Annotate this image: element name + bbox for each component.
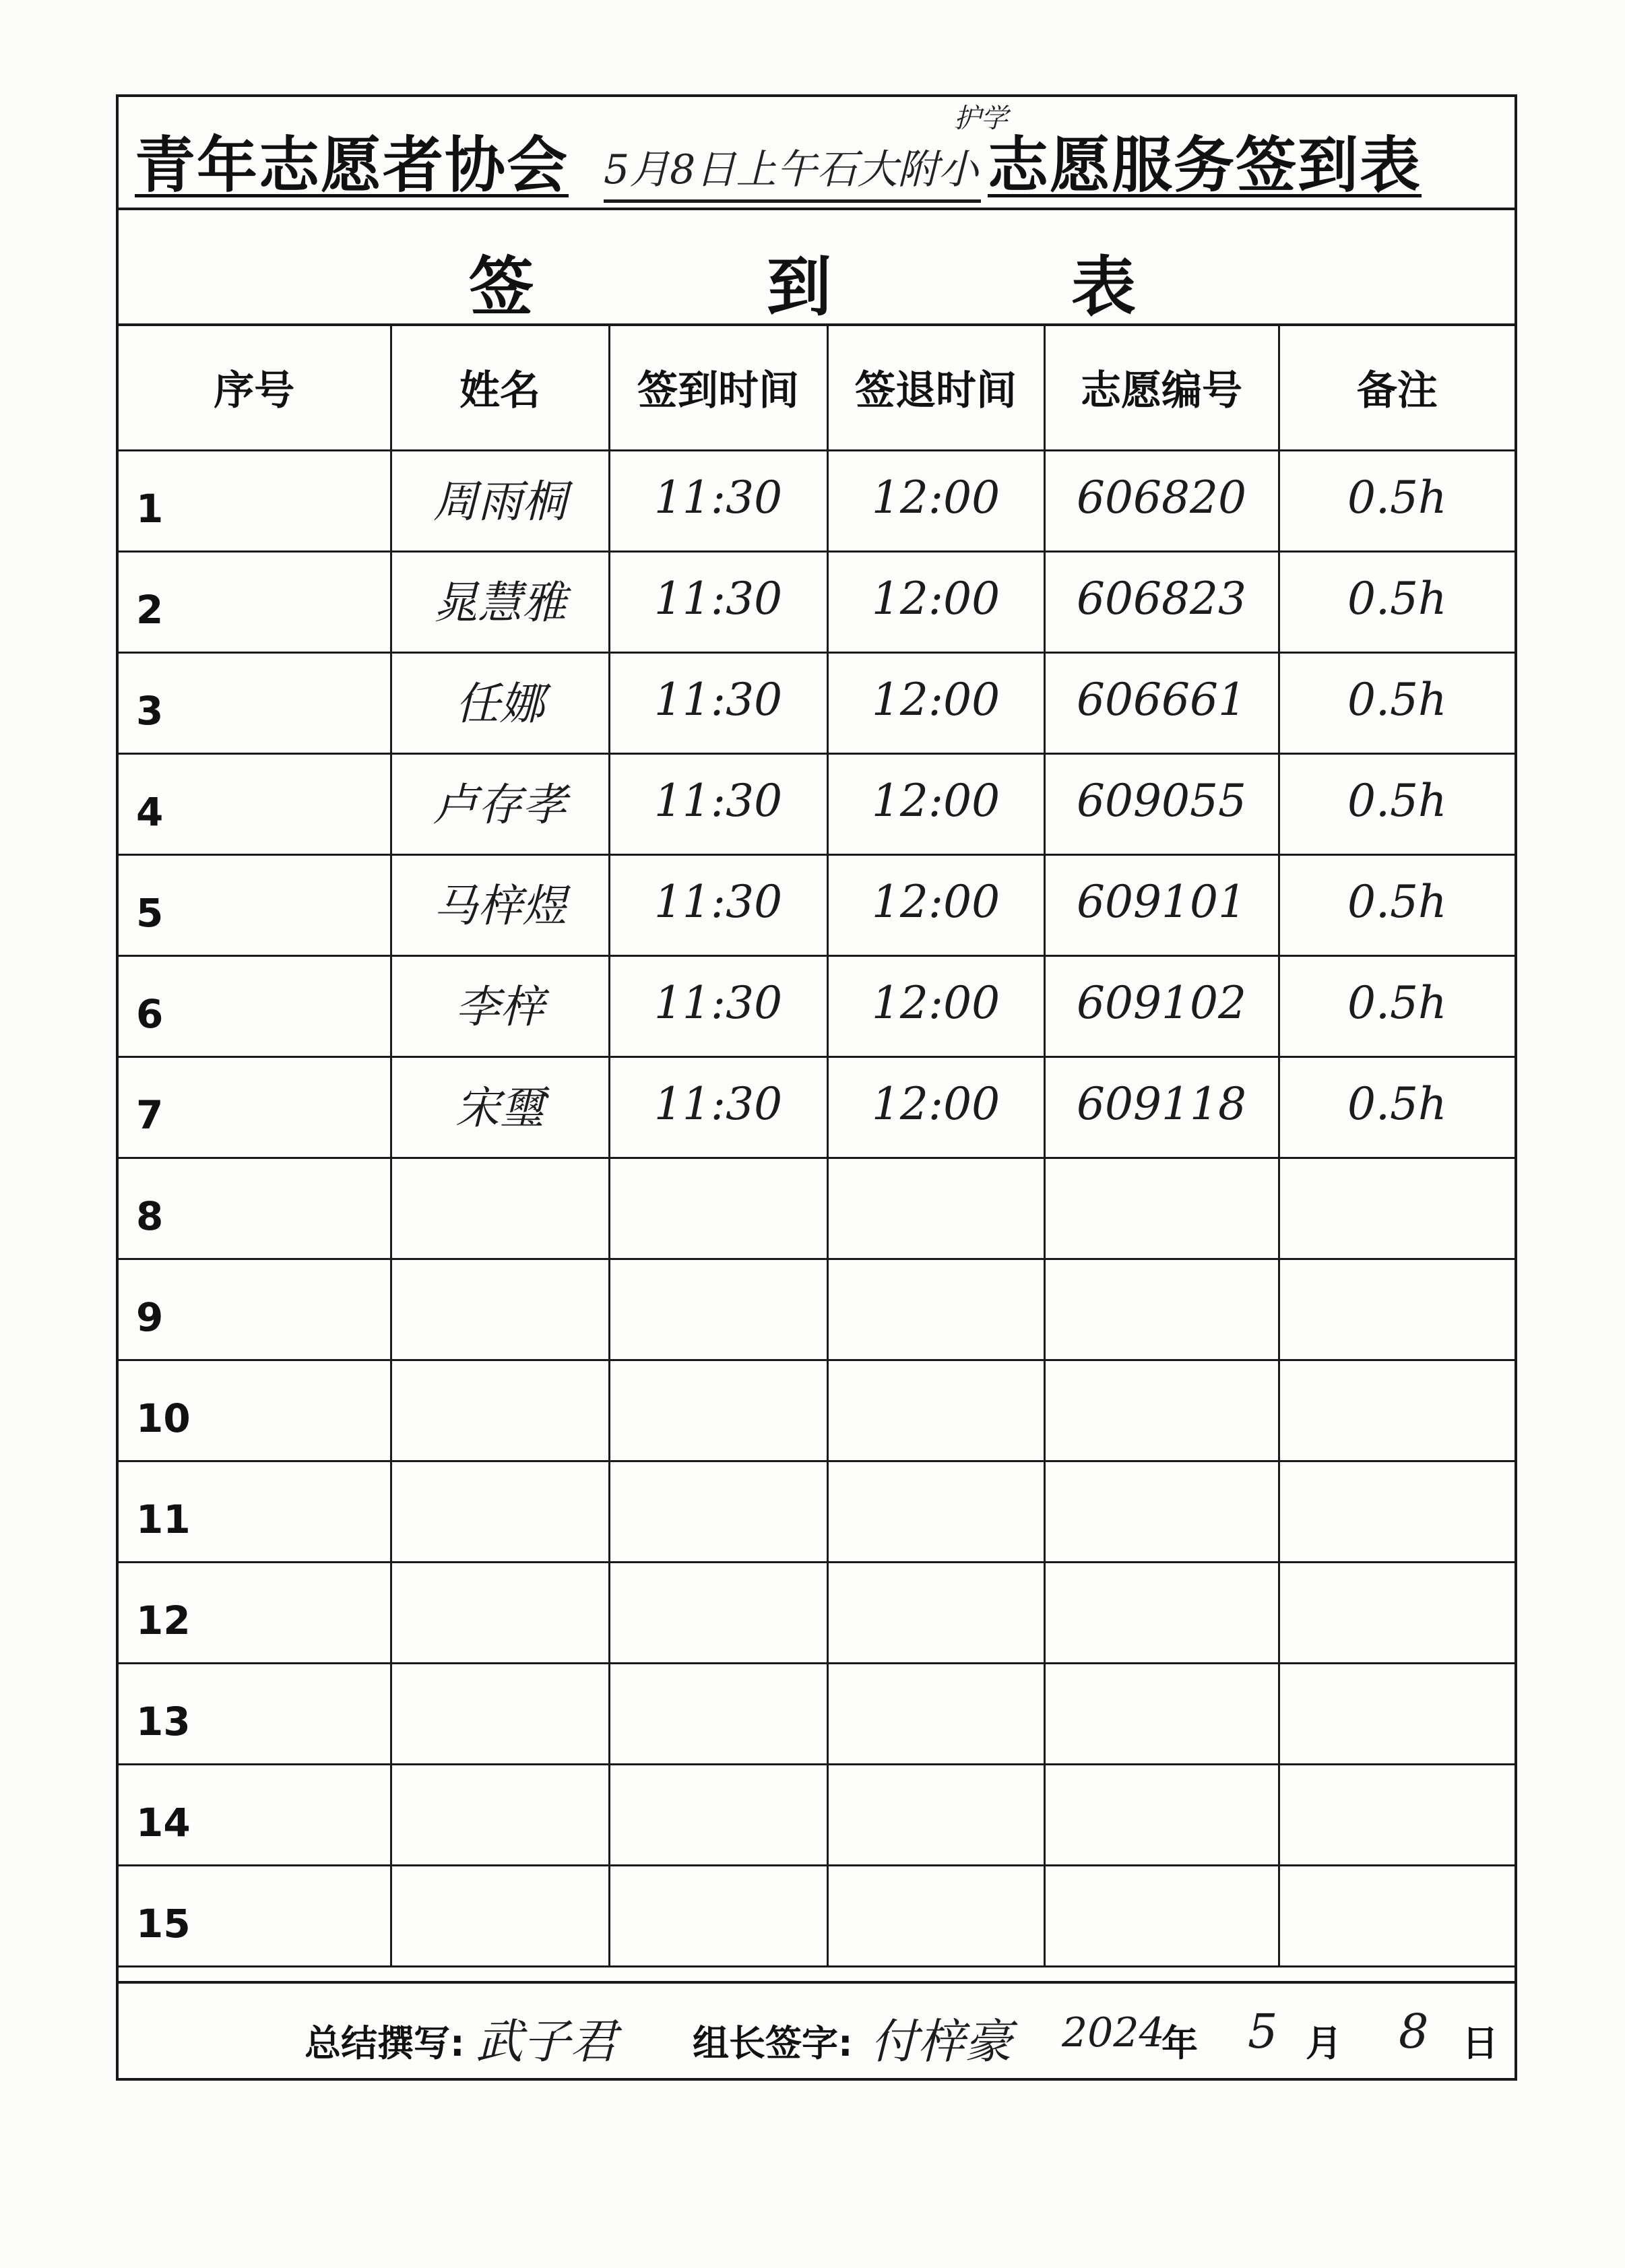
volunteer-id-cell: 606820	[1044, 450, 1279, 551]
table-header-row	[119, 326, 1515, 450]
sign-out-time-cell	[827, 1865, 1044, 1966]
table-row	[119, 450, 1515, 551]
sign-in-sheet	[116, 94, 1517, 2081]
table-row	[119, 854, 1515, 955]
note-cell: 0.5h	[1279, 450, 1515, 551]
date-day: 8	[1399, 2004, 1429, 2059]
sign-in-time-cell: 11:30	[609, 652, 827, 753]
table-row	[119, 1158, 1515, 1259]
table-row	[119, 1461, 1515, 1562]
note-cell	[1279, 1562, 1515, 1663]
sign-in-time-cell: 11:30	[609, 450, 827, 551]
table-row	[119, 652, 1515, 753]
date-month: 5	[1248, 2004, 1278, 2059]
table-row	[119, 1057, 1515, 1158]
volunteer-name-cell: 卢存孝	[391, 753, 609, 854]
table-row	[119, 551, 1515, 652]
note-cell: 0.5h	[1279, 1057, 1515, 1158]
col-header-index: 序号	[119, 326, 391, 450]
title-suffix: 志愿服务签到表	[988, 130, 1422, 201]
volunteer-id-cell	[1044, 1461, 1279, 1562]
writer-label: 总结撰写:	[305, 2022, 465, 2065]
row-index-cell: 11	[119, 1461, 391, 1562]
sign-out-time-cell: 12:00	[827, 854, 1044, 955]
title-prefix: 青年志愿者协会	[135, 130, 569, 201]
row-index-cell: 9	[119, 1259, 391, 1360]
sign-in-time-cell	[609, 1865, 827, 1966]
volunteer-name-cell: 李梓	[391, 955, 609, 1057]
note-cell	[1279, 1461, 1515, 1562]
title-handwritten-insert: 护学	[954, 103, 1008, 134]
volunteer-name-cell	[391, 1360, 609, 1461]
volunteer-id-cell	[1044, 1865, 1279, 1966]
row-index-cell: 8	[119, 1158, 391, 1259]
title-handwritten-event: 5月8日上午石大附小	[604, 137, 981, 203]
sign-in-time-cell	[609, 1663, 827, 1764]
volunteer-name-cell	[391, 1158, 609, 1259]
sign-in-time-cell: 11:30	[609, 1057, 827, 1158]
row-index-cell: 6	[119, 955, 391, 1057]
sign-out-time-cell	[827, 1461, 1044, 1562]
note-cell: 0.5h	[1279, 854, 1515, 955]
volunteer-name-cell	[391, 1764, 609, 1865]
sheet-heading	[119, 210, 1515, 326]
sign-out-time-cell: 12:00	[827, 551, 1044, 652]
note-cell	[1279, 1764, 1515, 1865]
note-cell	[1279, 1259, 1515, 1360]
col-header-name: 姓名	[391, 326, 609, 450]
row-index-cell: 13	[119, 1663, 391, 1764]
table-row	[119, 1562, 1515, 1663]
row-index-cell: 5	[119, 854, 391, 955]
volunteer-id-cell: 606661	[1044, 652, 1279, 753]
row-index-cell: 15	[119, 1865, 391, 1966]
date-year-label: 年	[1161, 2022, 1198, 2065]
note-cell	[1279, 1158, 1515, 1259]
volunteer-id-cell	[1044, 1663, 1279, 1764]
volunteer-name-cell: 马梓煜	[391, 854, 609, 955]
row-index-cell: 10	[119, 1360, 391, 1461]
sign-out-time-cell: 12:00	[827, 955, 1044, 1057]
note-cell: 0.5h	[1279, 955, 1515, 1057]
sign-out-time-cell	[827, 1663, 1044, 1764]
sign-out-time-cell: 12:00	[827, 652, 1044, 753]
volunteer-id-cell: 609055	[1044, 753, 1279, 854]
sign-out-time-cell	[827, 1360, 1044, 1461]
volunteer-name-cell	[391, 1865, 609, 1966]
col-header-sign-in-time: 签到时间	[609, 326, 827, 450]
sign-in-time-cell	[609, 1158, 827, 1259]
writer-name: 武子君	[476, 2014, 617, 2069]
sheet-heading-char-3: 表	[1071, 249, 1136, 325]
table-row	[119, 1865, 1515, 1966]
sign-out-time-cell: 12:00	[827, 450, 1044, 551]
table-row	[119, 1259, 1515, 1360]
volunteer-name-cell	[391, 1259, 609, 1360]
sign-in-time-cell	[609, 1360, 827, 1461]
volunteer-id-cell	[1044, 1158, 1279, 1259]
volunteer-id-cell	[1044, 1360, 1279, 1461]
volunteer-id-cell: 606823	[1044, 551, 1279, 652]
sign-out-time-cell: 12:00	[827, 1057, 1044, 1158]
table-row	[119, 753, 1515, 854]
note-cell	[1279, 1360, 1515, 1461]
table-row	[119, 1360, 1515, 1461]
footer	[119, 1981, 1515, 2078]
sheet-heading-char-1: 签	[469, 249, 534, 325]
sign-out-time-cell: 12:00	[827, 753, 1044, 854]
volunteer-id-cell	[1044, 1764, 1279, 1865]
volunteer-id-cell	[1044, 1562, 1279, 1663]
col-header-volunteer-id: 志愿编号	[1044, 326, 1279, 450]
sign-in-time-cell	[609, 1259, 827, 1360]
volunteer-name-cell: 任娜	[391, 652, 609, 753]
volunteer-name-cell: 宋璽	[391, 1057, 609, 1158]
table-row	[119, 955, 1515, 1057]
col-header-sign-out-time: 签退时间	[827, 326, 1044, 450]
sign-in-table	[119, 326, 1515, 1967]
sign-in-time-cell: 11:30	[609, 854, 827, 955]
volunteer-name-cell: 晁慧雅	[391, 551, 609, 652]
sign-out-time-cell	[827, 1158, 1044, 1259]
sign-in-time-cell	[609, 1562, 827, 1663]
date-day-label: 日	[1462, 2022, 1498, 2065]
note-cell: 0.5h	[1279, 753, 1515, 854]
row-index-cell: 7	[119, 1057, 391, 1158]
note-cell: 0.5h	[1279, 652, 1515, 753]
date-month-label: 月	[1306, 2022, 1342, 2065]
note-cell: 0.5h	[1279, 551, 1515, 652]
col-header-note: 备注	[1279, 326, 1515, 450]
row-index-cell: 4	[119, 753, 391, 854]
sign-in-time-cell: 11:30	[609, 955, 827, 1057]
row-index-cell: 2	[119, 551, 391, 652]
table-row	[119, 1663, 1515, 1764]
row-index-cell: 14	[119, 1764, 391, 1865]
sign-out-time-cell	[827, 1562, 1044, 1663]
note-cell	[1279, 1663, 1515, 1764]
leader-label: 组长签字:	[693, 2022, 853, 2065]
row-index-cell: 3	[119, 652, 391, 753]
sign-in-time-cell: 11:30	[609, 753, 827, 854]
sign-out-time-cell	[827, 1764, 1044, 1865]
table-row	[119, 1764, 1515, 1865]
sign-in-time-cell	[609, 1461, 827, 1562]
volunteer-id-cell	[1044, 1259, 1279, 1360]
title-row	[119, 97, 1515, 210]
volunteer-id-cell: 609102	[1044, 955, 1279, 1057]
volunteer-id-cell: 609101	[1044, 854, 1279, 955]
row-index-cell: 12	[119, 1562, 391, 1663]
volunteer-name-cell	[391, 1663, 609, 1764]
volunteer-name-cell	[391, 1562, 609, 1663]
volunteer-name-cell: 周雨桐	[391, 450, 609, 551]
volunteer-name-cell	[391, 1461, 609, 1562]
sign-in-time-cell: 11:30	[609, 551, 827, 652]
note-cell	[1279, 1865, 1515, 1966]
volunteer-id-cell: 609118	[1044, 1057, 1279, 1158]
date-year: 2024	[1062, 2009, 1165, 2056]
leader-name: 付梓豪	[870, 2014, 1012, 2069]
sheet-heading-char-2: 到	[767, 249, 831, 325]
sign-in-time-cell	[609, 1764, 827, 1865]
sign-out-time-cell	[827, 1259, 1044, 1360]
row-index-cell: 1	[119, 450, 391, 551]
